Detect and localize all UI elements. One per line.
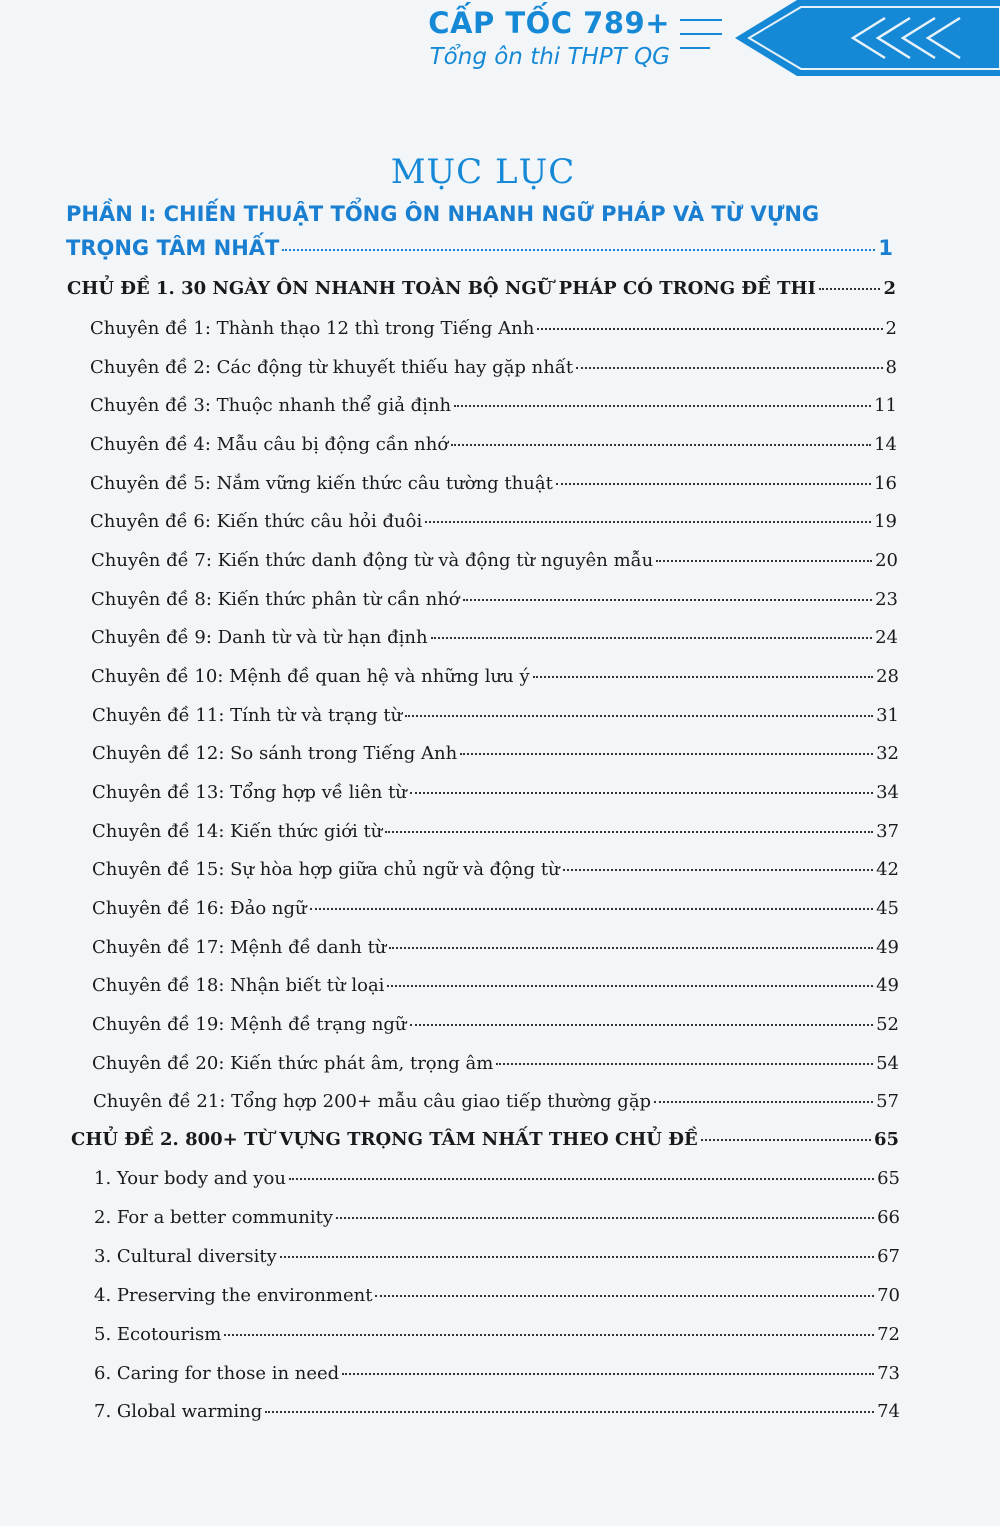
page-number: 19: [874, 511, 897, 532]
dot-leader: [375, 1295, 874, 1297]
entry-title: Chuyên đề 9: Danh từ và từ hạn định: [91, 627, 428, 648]
toc-entry-chuyen-de-5[interactable]: [90, 473, 897, 494]
dot-leader: [410, 792, 873, 794]
part1-heading-line1: PHẦN I: CHIẾN THUẬT TỔNG ÔN NHANH NGỮ PHÁP VÀ TỪ VỰNG: [66, 202, 820, 226]
toc-entry-vocab-2[interactable]: [94, 1207, 900, 1228]
dot-leader: [310, 908, 873, 910]
toc-entry-chuyen-de-10[interactable]: [91, 666, 899, 687]
entry-title: Chuyên đề 14: Kiến thức giới từ: [92, 821, 383, 842]
dot-leader: [654, 1101, 873, 1103]
toc-entry-chuyen-de-7[interactable]: [91, 550, 898, 571]
toc-entry-chuyen-de-8[interactable]: [91, 589, 898, 610]
toc-entry-chuyen-de-16[interactable]: [92, 898, 899, 919]
entry-title: Chuyên đề 3: Thuộc nhanh thể giả định: [90, 395, 452, 416]
toc-entry-chuyen-de-11[interactable]: [92, 705, 899, 726]
page-number: 42: [876, 859, 899, 880]
dot-leader: [819, 288, 881, 290]
series-subtitle: Tổng ôn thi THPT QG: [429, 44, 670, 70]
entry-title: Chuyên đề 10: Mệnh đề quan hệ và những lưu ý: [91, 666, 530, 687]
toc-entry-vocab-3[interactable]: [94, 1246, 900, 1267]
dot-leader: [533, 676, 873, 678]
entry-title: Chuyên đề 2: Các động từ khuyết thiếu hay gặp nhất: [90, 357, 574, 378]
page-number: 72: [877, 1324, 900, 1345]
entry-title: Chuyên đề 21: Tổng hợp 200+ mẫu câu giao tiếp thường gặp: [93, 1091, 652, 1112]
page-number: 73: [877, 1363, 900, 1384]
page-number: 70: [877, 1285, 900, 1306]
page-number: 11: [874, 395, 897, 416]
dot-leader: [336, 1217, 874, 1219]
part1-entry[interactable]: [66, 236, 893, 260]
entry-title: Chuyên đề 20: Kiến thức phát âm, trọng âm: [92, 1053, 494, 1074]
dot-leader: [656, 560, 872, 562]
page-number: 49: [876, 937, 899, 958]
page-number: 66: [877, 1207, 900, 1228]
dot-leader: [460, 753, 873, 755]
toc-entry-chuyen-de-14[interactable]: [92, 821, 899, 842]
series-brand: CẤP TỐC 789+: [428, 6, 670, 40]
toc-entry-chuyen-de-3[interactable]: [90, 395, 897, 416]
dot-leader: [385, 831, 873, 833]
page-number: 52: [876, 1014, 899, 1035]
toc-entry-chuyen-de-18[interactable]: [92, 975, 899, 996]
dot-leader: [454, 405, 871, 407]
toc-entry-chuyen-de-6[interactable]: [90, 511, 897, 532]
page-number: 1: [878, 236, 893, 260]
page-number: 28: [876, 666, 899, 687]
page-number: 23: [875, 589, 898, 610]
dot-leader: [405, 715, 873, 717]
dot-leader: [389, 947, 873, 949]
part1-heading-line2: TRỌNG TÂM NHẤT: [66, 236, 280, 260]
dot-leader: [265, 1411, 874, 1413]
toc-entry-chuyen-de-17[interactable]: [92, 937, 899, 958]
dot-leader: [496, 1063, 873, 1065]
page-number: 2: [883, 278, 896, 299]
toc-entry-chuyen-de-19[interactable]: [92, 1014, 899, 1035]
dot-leader: [387, 985, 873, 987]
header-chevron-banner-icon: [735, 0, 1000, 84]
toc-entry-vocab-6[interactable]: [94, 1363, 900, 1384]
toc-entry-chuyen-de-2[interactable]: [90, 357, 897, 378]
dot-leader: [431, 637, 873, 639]
toc-entry-vocab-5[interactable]: [94, 1324, 900, 1345]
toc-entry-chuyen-de-4[interactable]: [90, 434, 897, 455]
entry-title: Chuyên đề 15: Sự hòa hợp giữa chủ ngữ và động từ: [92, 859, 560, 880]
entry-title: Chuyên đề 19: Mệnh đề trạng ngữ: [92, 1014, 407, 1035]
page-number: 57: [876, 1091, 899, 1112]
toc-title: MỤC LỤC: [390, 152, 576, 192]
toc-entry-vocab-4[interactable]: [94, 1285, 900, 1306]
toc-entry-vocab-7[interactable]: [94, 1401, 900, 1422]
dot-leader: [342, 1373, 874, 1375]
entry-title: Chuyên đề 1: Thành thạo 12 thì trong Tiếng Anh: [90, 318, 535, 339]
entry-title: Chuyên đề 12: So sánh trong Tiếng Anh: [92, 743, 458, 764]
page-number: 16: [874, 473, 897, 494]
entry-title: 5. Ecotourism: [94, 1324, 222, 1345]
page-number: 34: [876, 782, 899, 803]
entry-title: Chuyên đề 17: Mệnh đề danh từ: [92, 937, 387, 958]
dot-leader: [410, 1024, 874, 1026]
page-number: 14: [874, 434, 897, 455]
entry-title: 7. Global warming: [94, 1401, 263, 1422]
page-number: 31: [876, 705, 899, 726]
entry-title: Chuyên đề 8: Kiến thức phân từ cần nhớ: [91, 589, 460, 610]
toc-entry-chuyen-de-1[interactable]: [90, 318, 897, 339]
entry-title: 2. For a better community: [94, 1207, 334, 1228]
dot-leader: [451, 444, 871, 446]
page-number: 37: [876, 821, 899, 842]
entry-title: Chuyên đề 6: Kiến thức câu hỏi đuôi: [90, 511, 423, 532]
dot-leader: [282, 249, 875, 251]
dot-leader: [556, 483, 871, 485]
page-number: 49: [876, 975, 899, 996]
entry-title: Chuyên đề 16: Đảo ngữ: [92, 898, 307, 919]
toc-entry-chuyen-de-12[interactable]: [92, 743, 899, 764]
entry-title: 1. Your body and you: [94, 1168, 286, 1189]
page-number: 8: [885, 357, 897, 378]
page-number: 74: [877, 1401, 900, 1422]
chude1-title: CHỦ ĐỀ 1. 30 NGÀY ÔN NHANH TOÀN BỘ NGỮ PHÁP CÓ TRONG ĐỀ THI: [67, 278, 816, 299]
entry-title: 6. Caring for those in need: [94, 1363, 340, 1384]
page-number: 24: [875, 627, 898, 648]
page-number: 2: [885, 318, 897, 339]
chude2-title: CHỦ ĐỀ 2. 800+ TỪ VỰNG TRỌNG TÂM NHẤT THEO CHỦ ĐỀ: [71, 1129, 698, 1150]
dot-leader: [289, 1178, 874, 1180]
entry-title: Chuyên đề 18: Nhận biết từ loại: [92, 975, 385, 996]
dot-leader: [280, 1256, 874, 1258]
entry-title: 3. Cultural diversity: [94, 1246, 277, 1267]
page-number: 65: [873, 1129, 899, 1150]
entry-title: Chuyên đề 5: Nắm vững kiến thức câu tường thuật: [90, 473, 553, 494]
entry-title: Chuyên đề 11: Tính từ và trạng từ: [92, 705, 403, 726]
toc-entry-chuyen-de-15[interactable]: [92, 859, 899, 880]
dot-leader: [463, 599, 872, 601]
chude1-entry[interactable]: [67, 278, 896, 299]
entry-title: Chuyên đề 13: Tổng hợp về liên từ: [92, 782, 407, 803]
dot-leader: [576, 367, 882, 369]
dot-leader: [563, 869, 873, 871]
page-number: 54: [876, 1053, 899, 1074]
page-number: 65: [877, 1168, 900, 1189]
page-number: 45: [876, 898, 899, 919]
toc-entry-chuyen-de-20[interactable]: [92, 1053, 899, 1074]
chude2-entry[interactable]: [71, 1129, 899, 1150]
dot-leader: [537, 328, 882, 330]
toc-entry-chuyen-de-9[interactable]: [91, 627, 898, 648]
header-lines-decoration: [680, 14, 730, 64]
entry-title: Chuyên đề 4: Mẫu câu bị động cần nhớ: [90, 434, 449, 455]
page-number: 67: [877, 1246, 900, 1267]
toc-entry-vocab-1[interactable]: [94, 1168, 900, 1189]
entry-title: Chuyên đề 7: Kiến thức danh động từ và động từ nguyên mẫu: [91, 550, 654, 571]
page-number: 32: [876, 743, 899, 764]
dot-leader: [224, 1334, 874, 1336]
dot-leader: [701, 1139, 871, 1141]
toc-entry-chuyen-de-21[interactable]: [93, 1091, 899, 1112]
toc-entry-chuyen-de-13[interactable]: [92, 782, 899, 803]
dot-leader: [425, 521, 871, 523]
page-number: 20: [875, 550, 898, 571]
entry-title: 4. Preserving the environment: [94, 1285, 373, 1306]
